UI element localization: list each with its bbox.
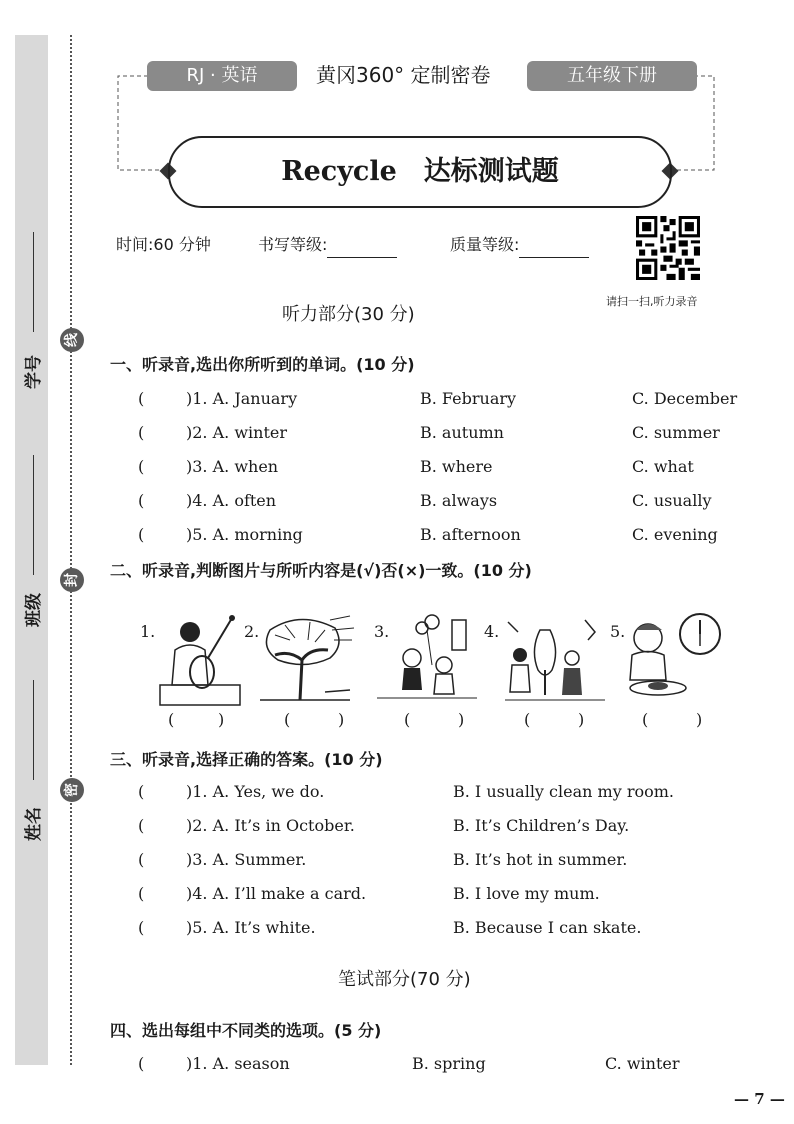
answer-paren[interactable]: ( <box>138 525 145 544</box>
question-row <box>110 1054 760 1084</box>
option-b: B. autumn <box>420 423 504 442</box>
option-c: C. what <box>632 457 694 476</box>
writing-grade-blank[interactable] <box>327 241 397 258</box>
answer-paren[interactable]: ( <box>138 389 145 408</box>
listening-heading: 听力部分(30 分) <box>282 304 415 325</box>
answer-paren[interactable]: ( <box>138 816 145 835</box>
option-a: )5. A. morning <box>186 525 303 544</box>
question-row <box>110 457 760 487</box>
option-b: B. February <box>420 389 517 408</box>
time-limit: 时间:60 分钟 <box>116 235 211 254</box>
writing-grade <box>258 232 397 258</box>
qr-caption: 请扫一扫,听力录音 <box>606 295 698 308</box>
pic-3-number: 3. <box>374 622 390 641</box>
brand-title: 黄冈360° 定制密卷 <box>316 63 491 87</box>
question-row <box>110 850 760 880</box>
answer-paren[interactable]: ( <box>138 782 145 801</box>
question-row <box>110 423 760 453</box>
question-row <box>110 918 760 948</box>
option-a: )1. A. season <box>186 1054 290 1073</box>
section-2-title: 二、听录音,判断图片与所听内容是(√)否(×)一致。(10 分) <box>110 561 532 580</box>
seal-seal-mark: 封 <box>60 568 84 592</box>
quality-grade-label: 质量等级: <box>450 235 520 254</box>
option-b: B. Because I can skate. <box>453 918 642 937</box>
quality-grade-blank[interactable] <box>519 241 589 258</box>
question-row <box>110 816 760 846</box>
name-line <box>33 680 34 780</box>
option-c: C. December <box>632 389 738 408</box>
pic-1-number: 1. <box>140 622 156 641</box>
option-a: )1. A. Yes, we do. <box>186 782 325 801</box>
question-row <box>110 491 760 521</box>
option-b: B. It’s Children’s Day. <box>453 816 630 835</box>
option-c: C. winter <box>605 1054 680 1073</box>
option-b: B. always <box>420 491 498 510</box>
name-label: 姓名 <box>24 807 44 841</box>
option-c: C. evening <box>632 525 718 544</box>
option-a: )3. A. Summer. <box>186 850 307 869</box>
grade-badge: 五年级下册 <box>527 61 697 91</box>
student-id-line <box>33 232 34 332</box>
answer-paren[interactable]: ( <box>138 1054 145 1073</box>
pic-2-number: 2. <box>244 622 260 641</box>
section-3-title: 三、听录音,选择正确的答案。(10 分) <box>110 750 383 769</box>
binding-strip <box>15 35 48 1065</box>
girl-playing-pipa-image <box>150 610 258 706</box>
answer-paren[interactable]: ( <box>138 491 145 510</box>
option-a: )4. A. often <box>186 491 277 510</box>
answer-paren[interactable]: ( <box>138 850 145 869</box>
option-b: B. afternoon <box>420 525 521 544</box>
class-line <box>33 455 34 575</box>
option-a: )4. A. I’ll make a card. <box>186 884 367 903</box>
pic-4-number: 4. <box>484 622 500 641</box>
section-1-title: 一、听录音,选出你所听到的单词。(10 分) <box>110 355 415 374</box>
question-row <box>110 782 760 812</box>
children-planting-trees-image <box>500 610 608 706</box>
page-number: — 7 — <box>734 1090 785 1108</box>
answer-paren[interactable]: ( <box>138 918 145 937</box>
option-c: C. usually <box>632 491 712 510</box>
option-c: C. summer <box>632 423 720 442</box>
option-a: )1. A. January <box>186 389 298 408</box>
seal-secret-mark: 密 <box>60 778 84 802</box>
subject-badge: RJ · 英语 <box>147 61 297 91</box>
children-with-balloons-image <box>372 610 480 706</box>
writing-heading: 笔试部分(70 分) <box>338 969 471 990</box>
exam-title: Recycle 达标测试题 <box>168 136 672 208</box>
option-a: )3. A. when <box>186 457 279 476</box>
option-b: B. where <box>420 457 493 476</box>
option-a: )5. A. It’s white. <box>186 918 316 937</box>
option-b: B. I love my mum. <box>453 884 600 903</box>
option-a: )2. A. winter <box>186 423 287 442</box>
student-id-label: 学号 <box>24 355 44 389</box>
answer-paren[interactable]: ( <box>138 423 145 442</box>
option-b: B. I usually clean my room. <box>453 782 674 801</box>
class-label: 班级 <box>24 593 44 627</box>
pic-5-number: 5. <box>610 622 626 641</box>
option-b: B. It’s hot in summer. <box>453 850 628 869</box>
option-a: )2. A. It’s in October. <box>186 816 355 835</box>
quality-grade <box>450 232 589 258</box>
answer-paren[interactable]: ( <box>138 884 145 903</box>
boy-eating-breakfast-clock-image <box>618 610 726 706</box>
seal-line-mark: 线 <box>60 328 84 352</box>
windy-tree-image <box>250 610 358 706</box>
question-row <box>110 525 760 555</box>
qr-code-icon[interactable] <box>636 216 700 280</box>
question-row <box>110 389 760 419</box>
answer-paren[interactable]: ( <box>138 457 145 476</box>
cut-line <box>70 35 72 1065</box>
question-row <box>110 884 760 914</box>
section-4-title: 四、选出每组中不同类的选项。(5 分) <box>110 1021 382 1040</box>
writing-grade-label: 书写等级: <box>258 235 328 254</box>
option-b: B. spring <box>412 1054 486 1073</box>
